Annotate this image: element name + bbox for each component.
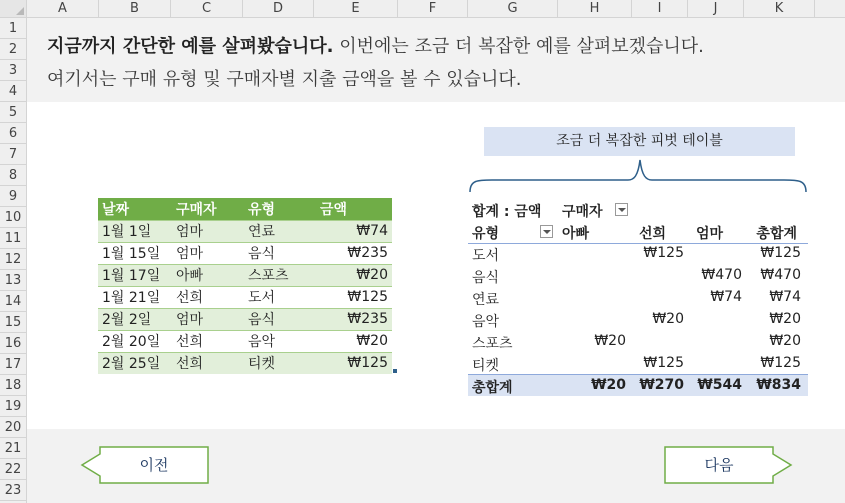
row-header[interactable]: 6 [0, 123, 26, 144]
pivot-total-cell[interactable]: ₩270 [639, 377, 684, 393]
pivot-cell[interactable]: ₩20 [769, 333, 801, 349]
pivot-header-divider [468, 243, 808, 244]
column-filter-dropdown-icon[interactable] [615, 203, 628, 216]
pivot-cell[interactable]: ₩125 [760, 245, 801, 261]
next-button[interactable] [663, 446, 793, 484]
cell-buyer[interactable]: 엄마 [172, 220, 244, 242]
header-amount[interactable]: 금액 [316, 198, 392, 220]
table-row [98, 286, 392, 308]
row-header[interactable]: 12 [0, 249, 26, 270]
pivot-title-box: 조금 더 복잡한 피벗 테이블 [484, 127, 795, 156]
intro-line-1 [47, 32, 704, 58]
header-type[interactable]: 유형 [244, 198, 316, 220]
cell-buyer[interactable]: 선희 [172, 352, 244, 374]
pivot-col-header-sunhee[interactable]: 선희 [638, 226, 666, 242]
next-button-label: 다음 [704, 456, 734, 474]
cell-buyer[interactable]: 엄마 [172, 308, 244, 330]
pivot-row-label[interactable]: 연료 [472, 292, 500, 308]
cell-amount[interactable]: ₩235 [316, 308, 392, 330]
table-resize-handle[interactable] [393, 369, 397, 373]
cell-amount[interactable]: ₩74 [316, 220, 392, 242]
header-buyer[interactable]: 구매자 [172, 198, 244, 220]
cell-buyer[interactable]: 엄마 [172, 242, 244, 264]
pivot-row-label[interactable]: 스포츠 [472, 336, 513, 352]
cell-date[interactable]: 2월 2일 [98, 308, 172, 330]
row-header[interactable]: 18 [0, 375, 26, 396]
column-header-f[interactable]: F [398, 0, 468, 17]
cell-type[interactable]: 연료 [244, 220, 316, 242]
table-row [98, 352, 392, 374]
row-header[interactable]: 2 [0, 39, 26, 60]
cell-amount[interactable]: ₩20 [316, 264, 392, 286]
pivot-row-label[interactable]: 음악 [472, 314, 500, 330]
row-header[interactable]: 10 [0, 207, 26, 228]
row-header[interactable]: 21 [0, 438, 26, 459]
column-header-c[interactable]: C [171, 0, 243, 17]
cell-date[interactable]: 1월 15일 [98, 242, 172, 264]
pivot-cell[interactable]: ₩470 [701, 267, 742, 283]
column-header-overflow [815, 0, 845, 17]
intro-bold-text: 지금까지 간단한 예를 살펴봤습니다. [47, 36, 334, 57]
pivot-col-header-total[interactable]: 총합계 [756, 226, 797, 242]
row-header[interactable]: 22 [0, 459, 26, 480]
column-header-j[interactable]: J [688, 0, 744, 17]
column-header-bar [0, 0, 845, 18]
cell-buyer[interactable]: 아빠 [172, 264, 244, 286]
row-header[interactable]: 19 [0, 396, 26, 417]
row-header-bar [0, 18, 27, 503]
previous-button-label: 이전 [139, 456, 169, 474]
pivot-total-cell[interactable]: ₩834 [756, 377, 801, 393]
source-data-table [98, 198, 392, 374]
pivot-cell[interactable]: ₩74 [769, 289, 801, 305]
cell-date[interactable]: 1월 1일 [98, 220, 172, 242]
cell-date[interactable]: 2월 20일 [98, 330, 172, 352]
intro-rest-text: 이번에는 조금 더 복잡한 예를 살펴보겠습니다. [333, 36, 704, 57]
row-header[interactable]: 5 [0, 102, 26, 123]
row-header[interactable]: 13 [0, 270, 26, 291]
column-header-k[interactable]: K [744, 0, 815, 17]
row-header[interactable]: 4 [0, 81, 26, 102]
row-header[interactable]: 3 [0, 60, 26, 81]
previous-button[interactable] [80, 446, 210, 484]
column-header-a[interactable]: A [27, 0, 99, 17]
pivot-column-field[interactable]: 구매자 [562, 204, 603, 220]
brace-shape [468, 158, 808, 194]
pivot-cell[interactable]: ₩125 [760, 355, 801, 371]
row-header[interactable]: 14 [0, 291, 26, 312]
cell-date[interactable]: 1월 17일 [98, 264, 172, 286]
pivot-col-header-mom[interactable]: 엄마 [695, 226, 723, 242]
column-header-d[interactable]: D [243, 0, 314, 17]
cell-amount[interactable]: ₩235 [316, 242, 392, 264]
column-header-h[interactable]: H [558, 0, 632, 17]
row-header[interactable]: 17 [0, 354, 26, 375]
pivot-value-label[interactable]: 합계 : 금액 [472, 204, 542, 220]
pivot-row-label[interactable]: 음식 [472, 270, 500, 286]
intro-line-2: 여기서는 구매 유형 및 구매자별 지출 금액을 볼 수 있습니다. [47, 69, 522, 90]
table-row [98, 220, 392, 242]
column-header-g[interactable]: G [468, 0, 558, 17]
row-header[interactable]: 20 [0, 417, 26, 438]
cell-amount[interactable]: ₩125 [316, 352, 392, 374]
pivot-cell[interactable]: ₩20 [594, 333, 626, 349]
column-header-i[interactable]: I [632, 0, 688, 17]
pivot-total-label[interactable]: 총합계 [472, 380, 513, 396]
row-header[interactable]: 9 [0, 186, 26, 207]
row-header[interactable]: 11 [0, 228, 26, 249]
pivot-col-header-dad[interactable]: 아빠 [562, 226, 590, 242]
column-header-e[interactable]: E [314, 0, 398, 17]
pivot-row-field[interactable]: 유형 [472, 226, 500, 242]
pivot-row-label[interactable]: 도서 [472, 248, 500, 264]
header-date[interactable]: 날짜 [98, 198, 172, 220]
cell-amount[interactable]: ₩20 [316, 330, 392, 352]
cell-date[interactable]: 1월 21일 [98, 286, 172, 308]
select-all-corner[interactable] [0, 0, 27, 17]
cell-amount[interactable]: ₩125 [316, 286, 392, 308]
pivot-row-label[interactable]: 티켓 [472, 358, 500, 374]
row-header[interactable]: 1 [0, 18, 26, 39]
pivot-cell[interactable]: ₩125 [643, 245, 684, 261]
cell-type[interactable]: 음식 [244, 242, 316, 264]
cell-date[interactable]: 2월 25일 [98, 352, 172, 374]
row-filter-dropdown-icon[interactable] [540, 225, 553, 238]
pivot-cell[interactable]: ₩74 [710, 289, 742, 305]
row-header[interactable]: 15 [0, 312, 26, 333]
cell-type[interactable]: 티켓 [244, 352, 316, 374]
pivot-cell[interactable]: ₩20 [652, 311, 684, 327]
pivot-total-cell[interactable]: ₩20 [591, 377, 626, 393]
cell-type[interactable]: 스포츠 [244, 264, 316, 286]
row-header[interactable]: 16 [0, 333, 26, 354]
row-header[interactable]: 7 [0, 144, 26, 165]
table-row [98, 308, 392, 330]
pivot-cell[interactable]: ₩20 [769, 311, 801, 327]
cell-type[interactable]: 음악 [244, 330, 316, 352]
column-header-b[interactable]: B [99, 0, 171, 17]
cell-buyer[interactable]: 선희 [172, 330, 244, 352]
cell-type[interactable]: 음식 [244, 308, 316, 330]
pivot-cell[interactable]: ₩470 [760, 267, 801, 283]
pivot-total-cell[interactable]: ₩544 [697, 377, 742, 393]
cell-buyer[interactable]: 선희 [172, 286, 244, 308]
row-header[interactable]: 23 [0, 480, 26, 501]
table-row [98, 264, 392, 286]
cell-type[interactable]: 도서 [244, 286, 316, 308]
table-row [98, 330, 392, 352]
pivot-cell[interactable]: ₩125 [643, 355, 684, 371]
row-header[interactable]: 8 [0, 165, 26, 186]
table-row [98, 242, 392, 264]
table-header-row [98, 198, 392, 220]
